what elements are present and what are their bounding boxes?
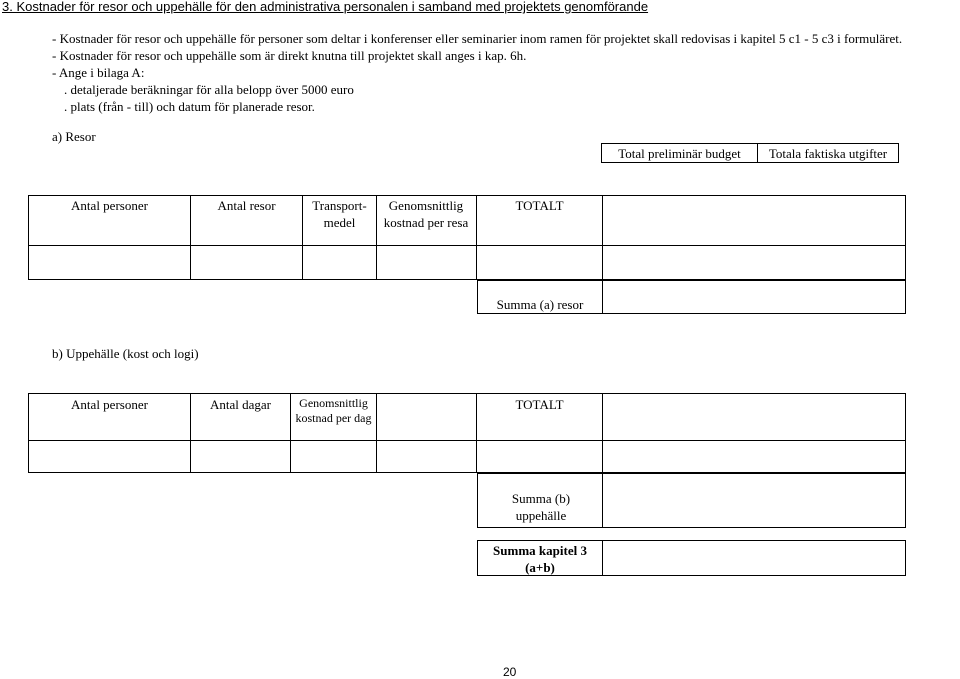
intro-bullet-1: . detaljerade beräkningar för alla belopp över 5000 euro xyxy=(64,82,354,97)
intro-bullet-2: . plats (från - till) och datum för planerade resor. xyxy=(64,99,315,114)
budget-header-box xyxy=(601,143,899,163)
travel-col-transport: Transport- medel xyxy=(312,198,367,230)
accommodation-col-days: Antal dagar xyxy=(209,397,271,412)
accommodation-sum-box xyxy=(477,473,906,528)
travel-col-trips: Antal resor xyxy=(217,198,276,213)
budget-header-preliminary: Total preliminär budget xyxy=(618,146,741,161)
travel-col-avg-cost: Genomsnittlig kostnad per resa xyxy=(383,198,469,230)
travel-sum-box xyxy=(477,280,906,314)
page-number: 20 xyxy=(503,665,517,679)
travel-col-total: TOTALT xyxy=(515,198,564,213)
intro-line-3: - Ange i bilaga A: xyxy=(52,65,145,80)
chapter-total-box xyxy=(477,540,906,576)
section-b-title: b) Uppehälle (kost och logi) xyxy=(52,346,199,361)
section-a-title: a) Resor xyxy=(52,129,96,144)
accommodation-col-persons: Antal personer xyxy=(71,397,148,412)
budget-header-actual: Totala faktiska utgifter xyxy=(768,146,888,161)
section-heading: 3. Kostnader för resor och uppehälle för den administrativa personalen i samband med projektets genomförande xyxy=(2,0,649,14)
intro-line-1: - Kostnader för resor och uppehälle för personer som deltar i konferenser eller seminarier inom ramen för projektet skall redovisas i kapitel 5 c1 - 5 c3 i formuläret. xyxy=(52,31,903,46)
travel-sum-label: Summa (a) resor xyxy=(496,297,584,312)
accommodation-col-total: TOTALT xyxy=(515,397,564,412)
intro-line-2: - Kostnader för resor och uppehälle som är direkt knutna till projektet skall anges i kap. 6h. xyxy=(52,48,527,63)
travel-col-persons: Antal personer xyxy=(71,198,148,213)
chapter-total-label: Summa kapitel 3 (a+b) xyxy=(493,543,587,575)
travel-table xyxy=(28,195,906,280)
accommodation-table xyxy=(28,393,906,473)
accommodation-col-avg-cost: Genomsnittlig kostnad per dag xyxy=(295,396,372,425)
accommodation-sum-label: Summa (b) uppehälle xyxy=(511,491,571,523)
